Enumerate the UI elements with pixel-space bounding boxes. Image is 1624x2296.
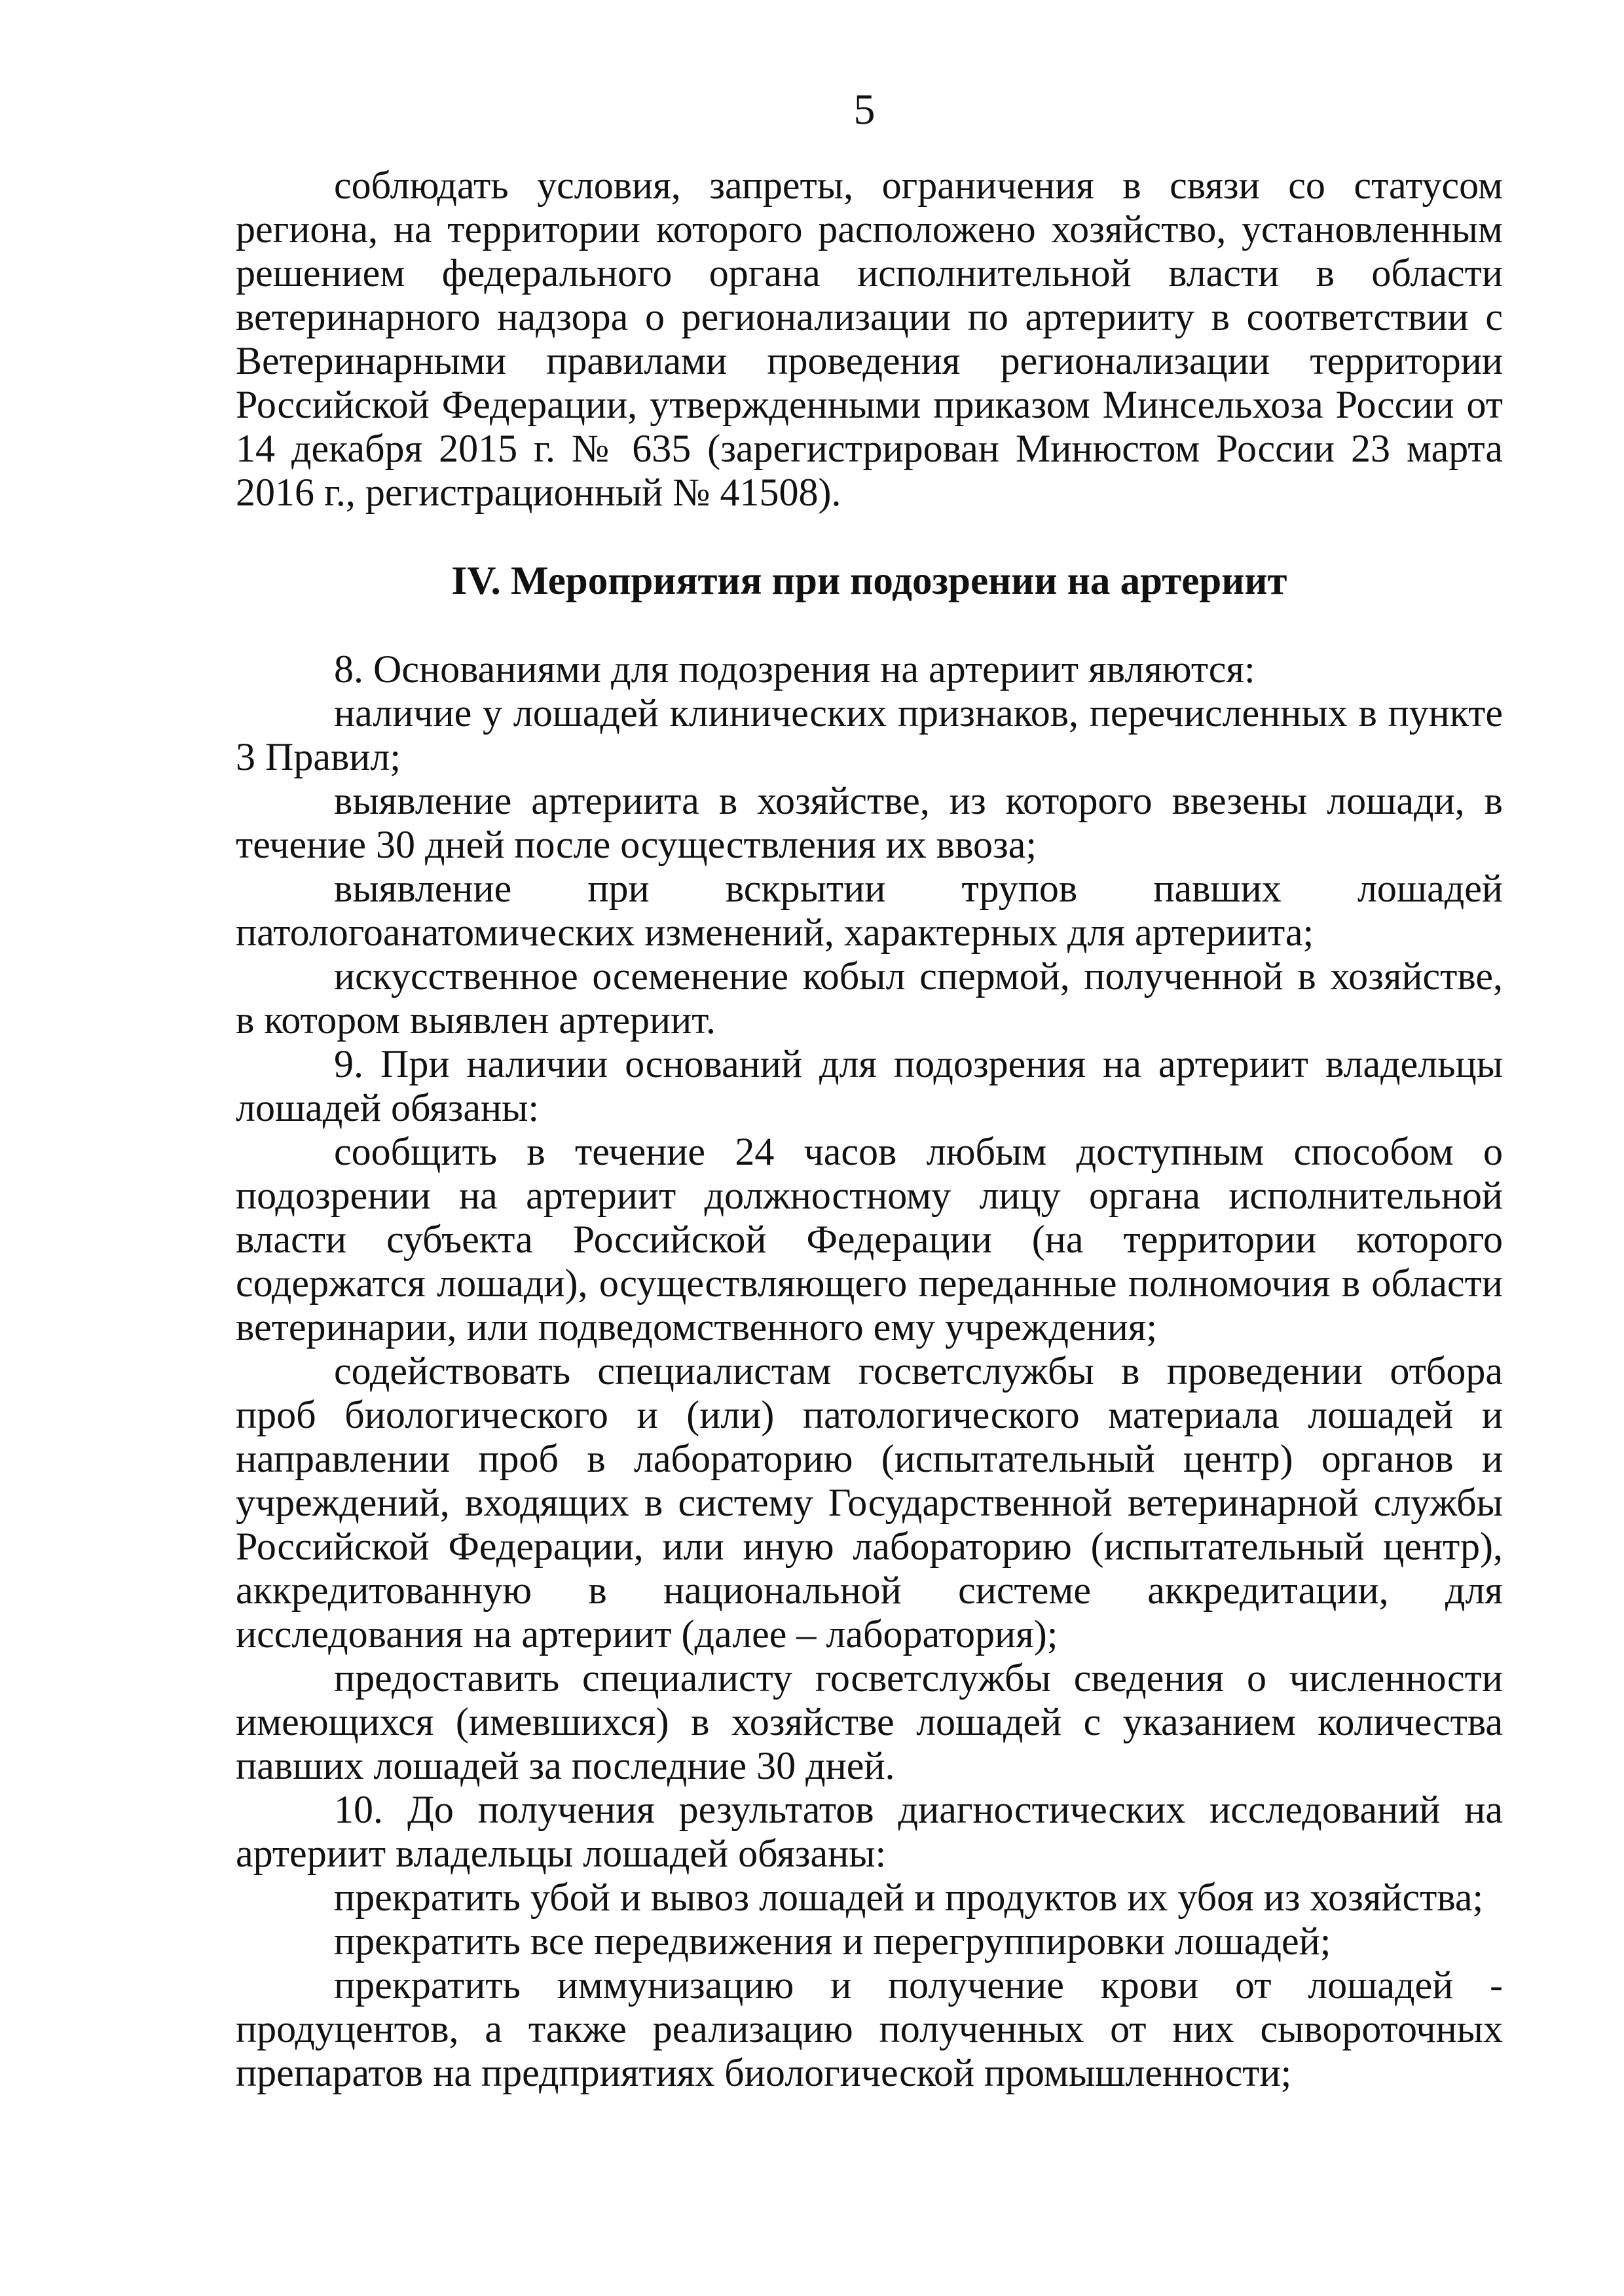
clause-10: 10. До получения результатов диагностических исследований на артериит владельцы лошадей обязаны: bbox=[236, 1788, 1503, 1875]
clause-8-item-import: выявление артериита в хозяйстве, из которого ввезены лошади, в течение 30 дней после осуществления их ввоза; bbox=[236, 779, 1503, 866]
page-number: 5 bbox=[853, 86, 876, 134]
clause-10-item-immunization: прекратить иммунизацию и получение крови от лошадей - продуцентов, а также реализацию полученных от них сывороточных препаратов на предприятиях биологической промышленности; bbox=[236, 1963, 1503, 2094]
clause-9: 9. При наличии оснований для подозрения на артериит владельцы лошадей обязаны: bbox=[236, 1042, 1503, 1129]
section-heading: IV. Мероприятия при подозрении на артериит bbox=[451, 559, 1287, 603]
clause-8-item-insemination: искусственное осеменение кобыл спермой, полученной в хозяйстве, в котором выявлен артериит. bbox=[236, 955, 1503, 1042]
clause-9-item-report: сообщить в течение 24 часов любым доступным способом о подозрении на артериит должностному лицу органа исполнительной власти субъекта Российской Федерации (на территории которого содержатся лошади), осуществляющего переданные полномочия в области ветеринарии, или подведомственного ему учреждения; bbox=[236, 1130, 1503, 1349]
clause-10-item-slaughter: прекратить убой и вывоз лошадей и продуктов их убоя из хозяйства; bbox=[334, 1876, 1484, 1919]
clause-8-item-clinical-signs: наличие у лошадей клинических признаков, перечисленных в пункте 3 Правил; bbox=[236, 691, 1503, 778]
clause-9-item-sampling: содействовать специалистам госветслужбы в проведении отбора проб биологического и (или) патологического материала лошадей и направлении проб в лабораторию (испытательный центр) органов и учреждений, входящих в систему Государственной ветеринарной службы Российской Федерации, или иную лабораторию (испытательный центр), аккредитованную в национальной системе аккредитации, для исследования на артериит (далее – лаборатория); bbox=[236, 1349, 1503, 1656]
clause-10-item-movement: прекратить все передвижения и перегруппировки лошадей; bbox=[334, 1920, 1331, 1963]
clause-8-item-autopsy: выявление при вскрытии трупов павших лошадей патологоанатомических изменений, характерных для артериита; bbox=[236, 867, 1503, 954]
clause-9-item-information: предоставить специалисту госветслужбы сведения о численности имеющихся (имевшихся) в хозяйстве лошадей с указанием количества павших лошадей за последние 30 дней. bbox=[236, 1656, 1503, 1787]
paragraph-regionalization: соблюдать условия, запреты, ограничения в связи со статусом региона, на территории которого расположено хозяйство, установленным решением федерального органа исполнительной власти в области ветеринарного надзора о регионализации по артерииту в соответствии с Ветеринарными правилами проведения регионализации территории Российской Федерации, утвержденными приказом Минсельхоза России от 14 декабря 2015 г. № 635 (зарегистрирован Минюстом России 23 марта 2016 г., регистрационный № 41508). bbox=[236, 164, 1503, 514]
document-body bbox=[236, 164, 1503, 2095]
clause-8: 8. Основаниями для подозрения на артериит являются: bbox=[334, 647, 1255, 691]
